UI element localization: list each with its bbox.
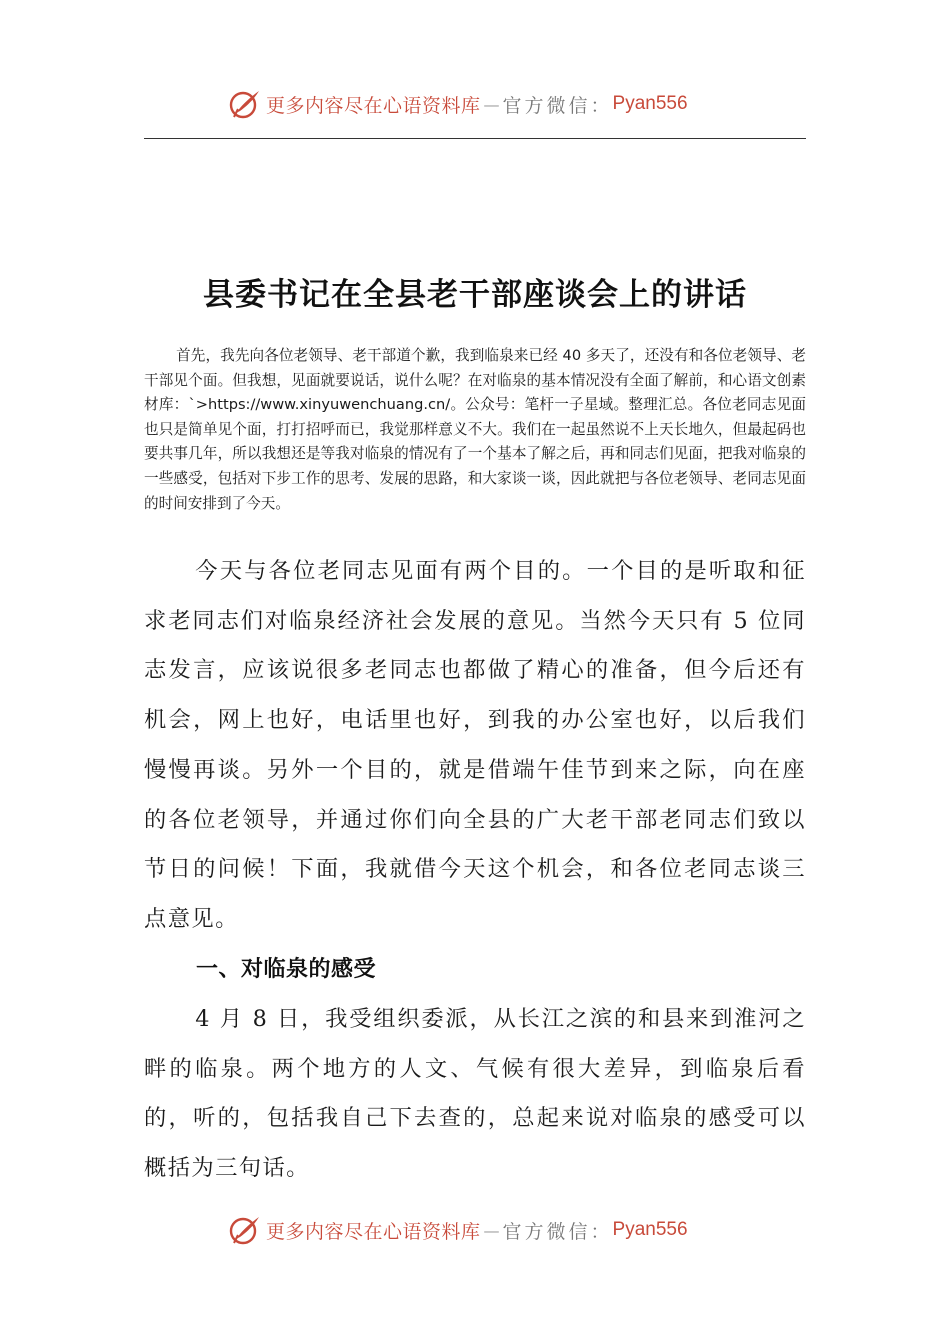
header-wechat-label: 官方微信： (502, 94, 613, 117)
document-title: 县委书记在全县老干部座谈会上的讲话 (203, 276, 747, 313)
header-banner[interactable] (228, 84, 748, 124)
header-site-text: 更多内容尽在心语资料库 (266, 94, 481, 117)
quill-logo-icon (228, 87, 262, 121)
body-paragraph-2: 4 月 8 日，我受组织委派，从长江之滨的和县来到淮河之畔的临泉。两个地方的人文、气候有很大差异，到临泉后看的，听的，包括我自己下去查的，总起来说对临泉的感受可以概括为三句话。 (144, 1006, 806, 1182)
header-wechat-id: Pyan556 (612, 93, 688, 114)
body-paragraph-1: 今天与各位老同志见面有两个目的。一个目的是听取和征求老同志们对临泉经济社会发展的意见。当然今天只有 5 位同志发言，应该说很多老同志也都做了精心的准备，但今后还有机会，网上也好，电话里也好，到我的办公室也好，以后我们慢慢再谈。另外一个目的，就是借端午佳节到来之际，向在座的各位老领导，并通过你们向全县的广大老干部老同志们致以节日的问候！下面，我就借今天这个机会，和各位老同志谈三点意见。 (144, 558, 806, 932)
footer-wechat-id: Pyan556 (612, 1219, 688, 1240)
footer-banner[interactable] (228, 1210, 748, 1250)
quill-logo-icon (228, 1213, 262, 1247)
header-divider (144, 138, 806, 139)
intro-paragraph: 首先，我先向各位老领导、老干部道个歉，我到临泉来已经 40 多天了，还没有和各位老领导、老干部见个面。但我想，见面就要说话，说什么呢？在对临泉的基本情况没有全面了解前，和心语文创素材库：`>https://www.xinyuwenchuang.cn/。公众号：笔杆一子星域。整理汇总。各位老同志见面也只是简单见个面，打打招呼而已，我觉那样意义不大。我们在一起虽然说不上天长地久，但最起码也要共事几年，所以我想还是等我对临泉的情况有了一个基本了解之后，再和同志们见面，把我对临泉的一些感受，包括对下步工作的思考、发展的思路，和大家谈一谈，因此就把与各位老领导、老同志见面的时间安排到了今天。 (144, 347, 806, 512)
footer-wechat-label: 官方微信： (502, 1220, 613, 1243)
section-heading: 一、对临泉的感受 (196, 957, 377, 982)
footer-site-text: 更多内容尽在心语资料库 (266, 1220, 481, 1243)
header-dash: — (483, 94, 500, 114)
footer-dash: — (483, 1220, 500, 1240)
